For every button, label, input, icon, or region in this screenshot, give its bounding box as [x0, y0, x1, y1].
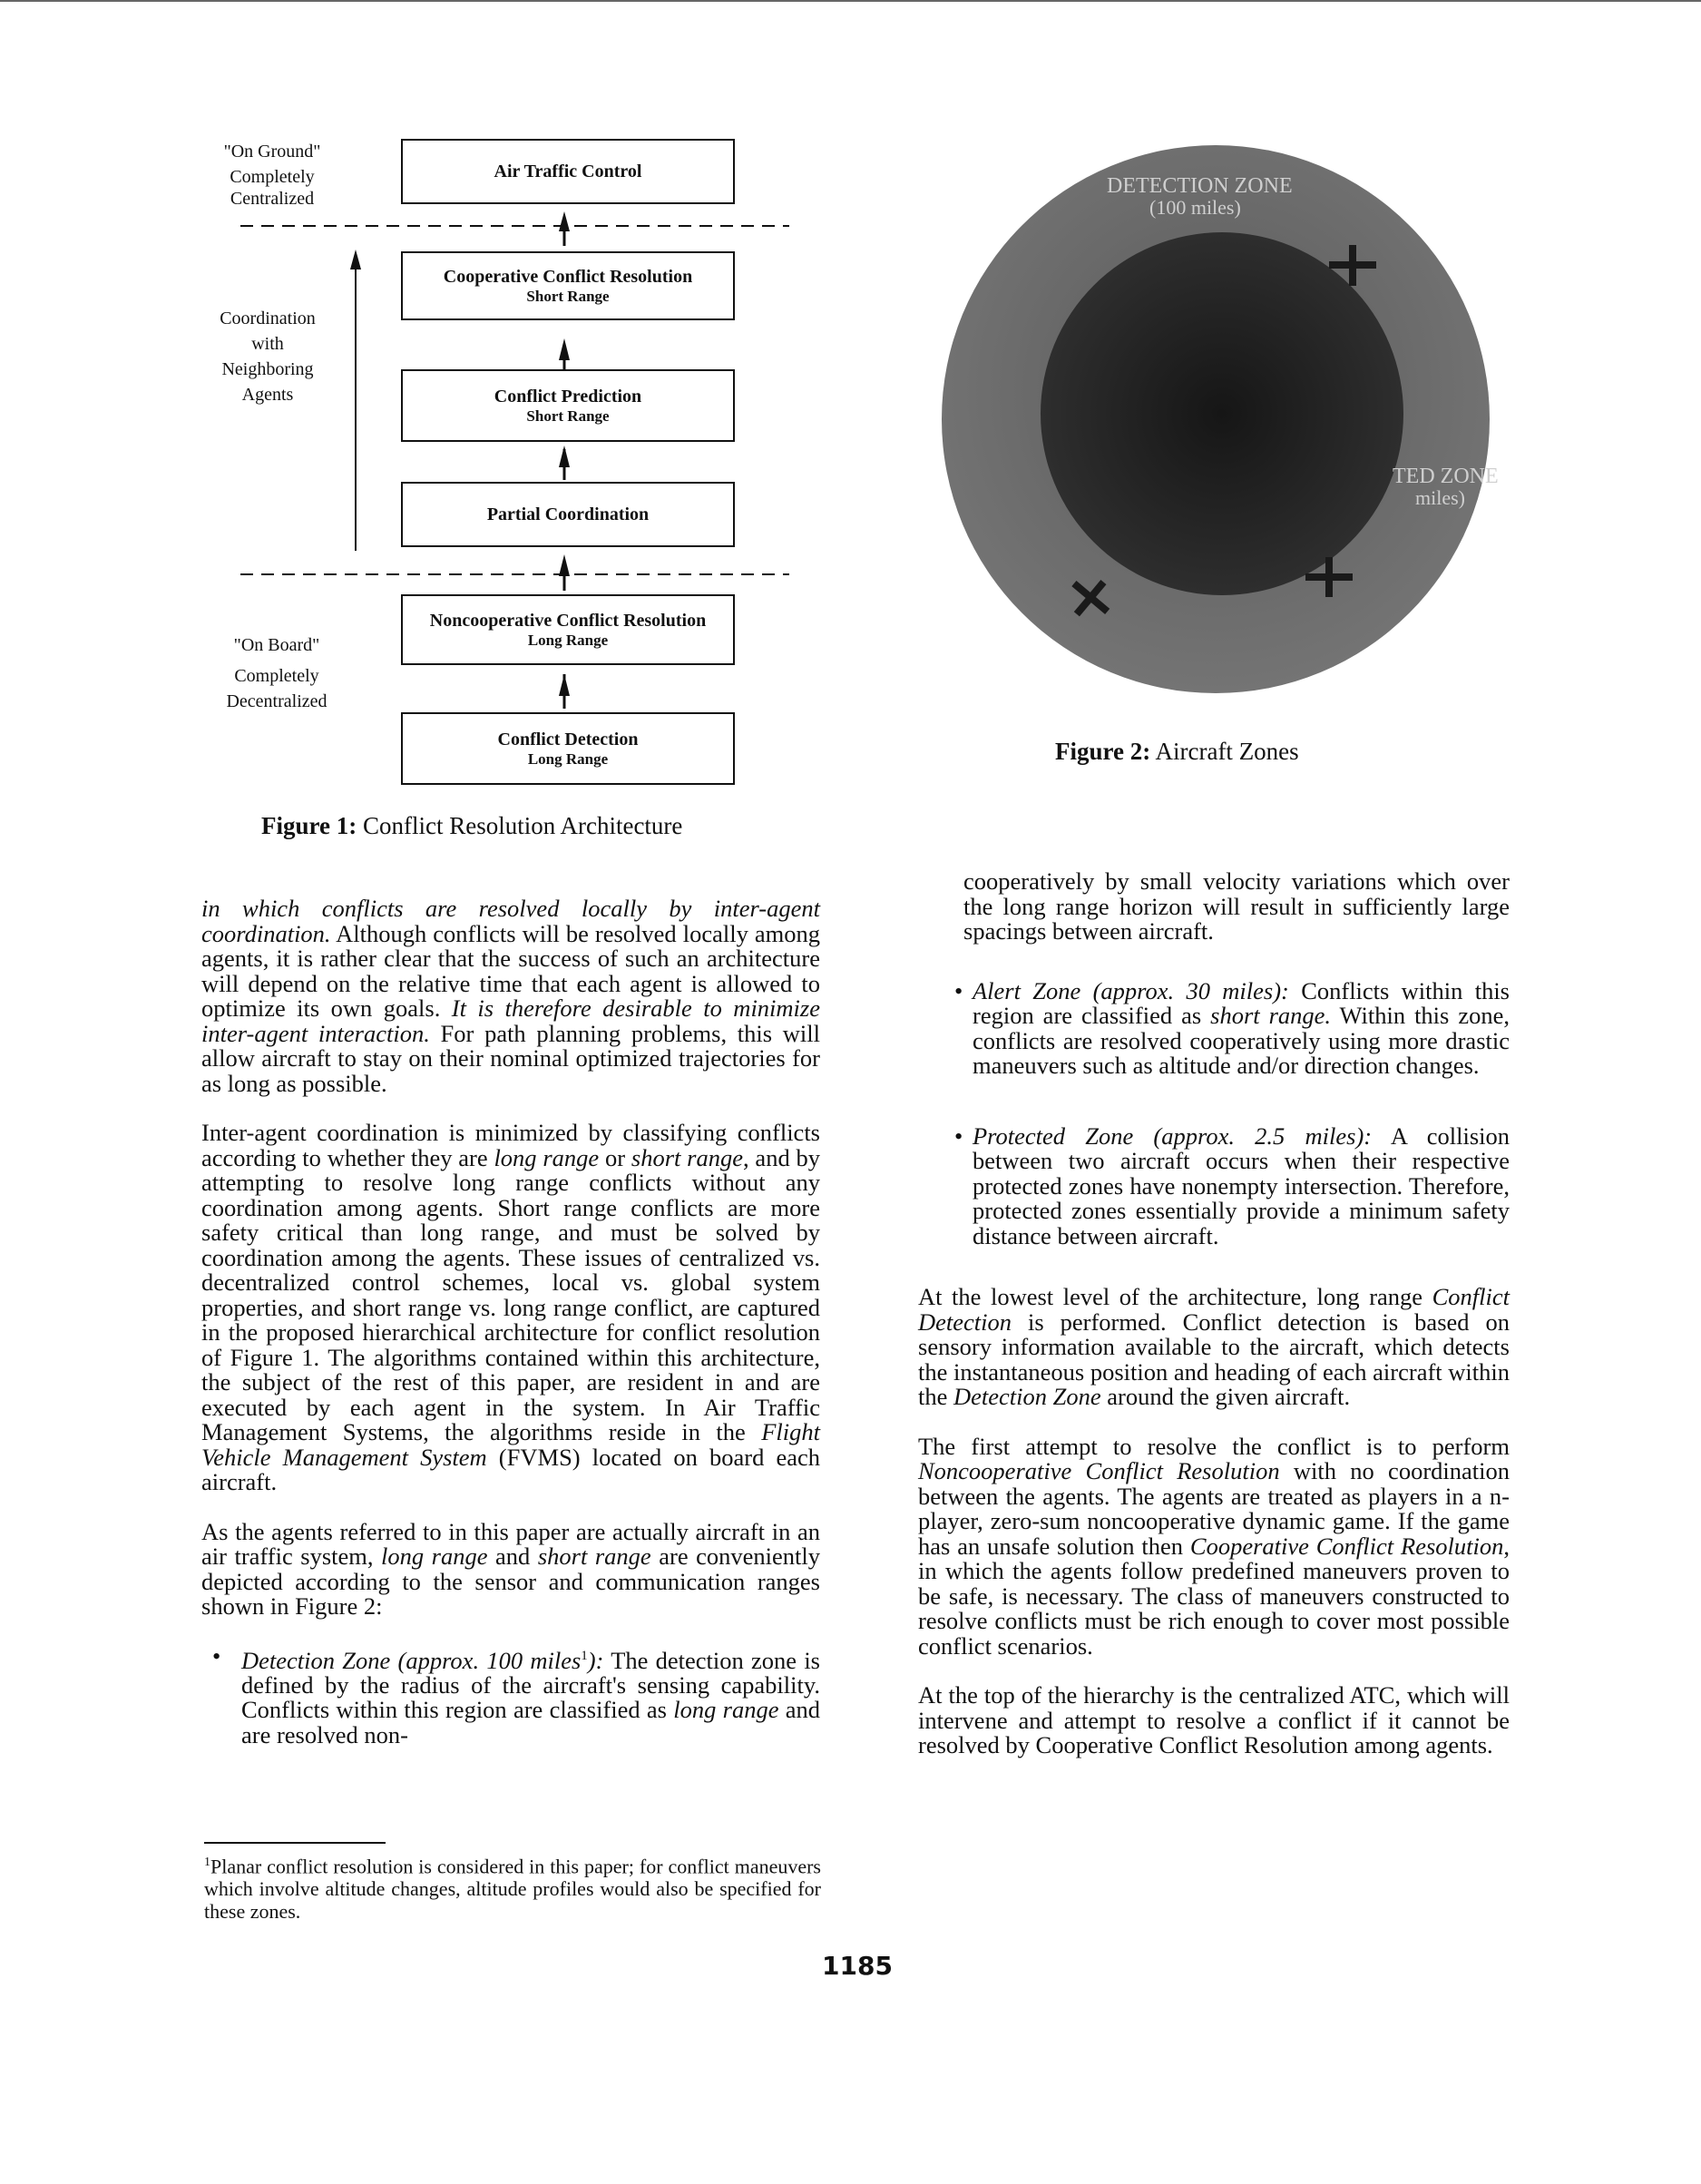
figure-1-caption: Figure 1: Conflict Resolution Architecture: [261, 812, 683, 839]
detection-zone-label: DETECTION ZONE: [1107, 174, 1293, 198]
page-top-rule: [0, 0, 1701, 2]
detection-zone-range: (100 miles): [1149, 196, 1241, 219]
alert-zone-label: TED ZONE: [1393, 465, 1499, 488]
box-conflict-prediction: Conflict Prediction Short Range: [401, 369, 735, 442]
bullet-continuation: cooperatively by small velocity variations which over the long range horizon will result in sufficiently large spacings between aircraft.: [963, 867, 1510, 945]
figure-1-architecture-diagram: [218, 132, 798, 839]
page-number: 1185: [822, 1951, 893, 1981]
arrow-up-2: [559, 338, 570, 360]
figure-2-aircraft-zones: [939, 136, 1501, 717]
paragraph: At the top of the hierarchy is the centralized ATC, which will intervene and attempt to resolve a conflict if it cannot be resolved by Cooperative Conflict Resolution among agents.: [918, 1681, 1510, 1758]
box-air-traffic-control: Air Traffic Control: [401, 139, 735, 204]
paragraph: The first attempt to resolve the conflict is to perform Noncooperative Conflict Resolution with no coordination between the agents. The agents are treated as players in a n-player, zero-sum noncooperative dynamic game. If the game has an unsafe solution then Cooperative Conflict Resolution, in which the agents follow predefined maneuvers proven to be safe, is necessary. The class of maneuvers constructed to resolve conflicts must be rich enough to cover most possible conflict scenarios.: [918, 1432, 1510, 1660]
arrow-up-4: [559, 554, 570, 576]
box-partial-coordination: Partial Coordination: [401, 482, 735, 547]
arrow-up-3: [559, 446, 570, 467]
arrow-up-1: [559, 211, 570, 231]
box-noncooperative-conflict-resolution: Noncooperative Conflict Resolution Long Range: [401, 594, 735, 665]
bullet-alert-zone: • Alert Zone (approx. 30 miles): Conflicts within this region are classified as short range. Within this zone, conflicts are resolved cooperatively using more drastic maneuvers such as altitude and/or direction changes.: [954, 976, 1510, 1079]
arrow-up-5: [559, 674, 570, 696]
paragraph: Inter-agent coordination is minimized by classifying conflicts according to whether they are long range or short range, and by attempting to resolve long range conflicts without any coordination among agents. Short range conflicts are more safety critical than long range, and must be solved by coordination among the agents. These issues of centralized vs. decentralized control schemes, local vs. global system properties, and short range vs. long range conflict, are captured in the proposed hierarchical architecture for conflict resolution of Figure 1. The algorithms contained within this architecture, the subject of the rest of this paper, are resident in and are executed by each agent in the system. In Air Traffic Management Systems, the algorithms reside in the Flight Vehicle Management System (FVMS) located on board each aircraft.: [201, 1119, 820, 1495]
box-conflict-detection: Conflict Detection Long Range: [401, 712, 735, 785]
box-cooperative-conflict-resolution: Cooperative Conflict Resolution Short Range: [401, 251, 735, 320]
label-on-ground: "On Ground" Completely Centralized: [223, 142, 321, 209]
alert-zone: [1041, 232, 1403, 595]
paragraph: At the lowest level of the architecture, long range Conflict Detection is performed. Conflict detection is based on sensory information available to the aircraft, which detects the instantaneous position and heading of each aircraft within the Detection Zone around the given aircraft.: [918, 1283, 1510, 1410]
alert-zone-range: miles): [1415, 486, 1465, 509]
label-on-board: "On Board" Completely Decentralized: [226, 635, 327, 711]
footnote-rule: [204, 1842, 386, 1844]
left-column: [201, 896, 820, 1772]
zones-diagram: [939, 136, 1501, 717]
bullet-protected-zone: • Protected Zone (approx. 2.5 miles): A collision between two aircraft occurs when their respective protected zones have nonempty intersection. Therefore, protected zones essentially provide a minimum safety distance between aircraft.: [954, 1121, 1510, 1249]
footnote: $^1$Planar conflict resolution is considered in this paper; for conflict maneuvers which involve altitude changes, altitude profiles would also be specified for these zones.: [204, 1855, 821, 1924]
paragraph: in which conflicts are resolved locally by inter-agent coordination. Although conflicts will be resolved locally among agents, it is rather clear that the success of such an architecture will depend on the relative time that each agent is allowed to optimize its own goals. It is therefore desirable to minimize inter-agent interaction. For path planning problems, this will allow aircraft to stay on their nominal optimized trajectories for as long as possible.: [201, 895, 820, 1097]
label-coordination: Coordination with Neighboring Agents: [220, 309, 316, 405]
paragraph: As the agents referred to in this paper are actually aircraft in an air traffic system, long range and short range are conveniently depicted according to the sensor and communication ranges shown in Figure 2:: [201, 1517, 820, 1620]
coordination-arrowhead: [350, 250, 361, 269]
figure-2-caption: Figure 2: Aircraft Zones: [1055, 738, 1299, 765]
right-column: [918, 867, 1510, 1783]
bullet-detection-zone: • Detection Zone (approx. 100 miles$^1$): The detection zone is defined by the radius of the aircraft's sensing capability. Conflicts within this region are classified as long range and are resolved non-: [212, 1641, 821, 1748]
